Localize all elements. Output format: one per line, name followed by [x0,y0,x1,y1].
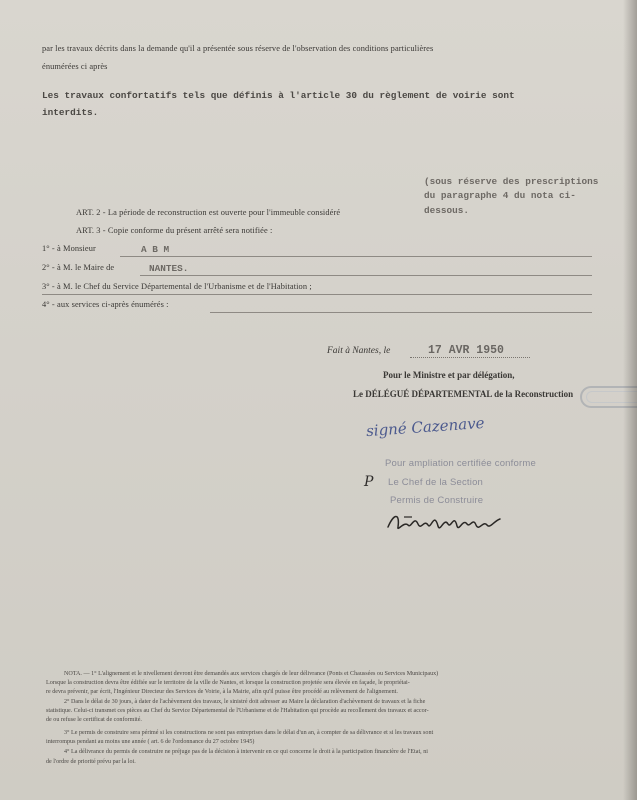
signatory-line-1: Pour le Ministre et par délégation, [383,370,515,380]
notification-underline [140,275,592,276]
nota-line: de ou refuse le certificat de conformité. [46,717,142,723]
typed-condition-line-2: interdits. [42,107,99,118]
nota-line: 3° Le permis de construire sera périmé si les constructions ne sont pas entreprises dans le délai d'un an, à compter de sa délivrance et si les travaux sont [64,730,434,736]
nota-line: Lorsque la construction devra être édifiée sur le territoire de la ville de Nantes, et lorsque la construction projetée sera élevée en façade, le propriétai- [46,680,410,686]
notification-typed: A B M [141,244,170,255]
notification-underline [120,256,592,257]
nota-line: re devra prévenir, par écrit, l'Ingénieur Directeur des Services de Voirie, à la Mairie, afin qu'il puisse être procédé au relèvement de l'alignement. [46,689,398,695]
nota-line: statistique. Celui-ci transmet ces pièces au Chef du Service Départemental de l'Urbanisme et de l'Habitation qui procède au recollement des travaux et accor- [46,708,429,714]
article-3: ART. 3 - Copie conforme du présent arrêté sera notifiée : [76,226,273,235]
stamp-line-3: Permis de Construire [390,495,484,506]
notification-underline [42,294,592,295]
stamp-line-1: Pour ampliation certifiée conforme [385,458,536,469]
page-edge-shadow [623,0,637,800]
art2-typed-line-3: dessous. [424,205,470,216]
signature-date: 17 AVR 1950 [428,344,504,357]
done-at-label: Fait à Nantes, le [327,346,391,356]
notification-label: 3° - à M. le Chef du Service Départemental de l'Urbanisme et de l'Habitation ; [42,282,312,291]
notification-typed: NANTES. [149,263,189,274]
art2-typed-line-2: du paragraphe 4 du nota ci- [424,190,576,201]
signatory-line-2: Le DÉLÉGUÉ DÉPARTEMENTAL de la Reconstruction [353,389,574,399]
art2-typed-line-1: (sous réserve des prescriptions [424,176,599,187]
notification-label: 1° - à Monsieur [42,244,96,253]
notification-label: 4° - aux services ci-après énumérés : [42,300,169,309]
nota-line: de l'ordre de priorité prévu par la loi. [46,759,136,765]
nota-line: NOTA. — 1° L'alignement et le nivellement devront être demandés aux services chargés de leur délivrance (Ponts et Chaussées ou Services Municipaux) [64,671,439,677]
typed-condition-line-1: Les travaux confortatifs tels que définis à l'article 30 du règlement de voirie sont [42,90,515,101]
handwritten-initial: P [364,474,374,490]
nota-line: interrompus pendant au moins une année ( art. 6 de l'ordonnance du 27 octobre 1945) [46,739,255,745]
stamp-line-2: Le Chef de la Section [388,477,484,488]
nota-line: 2° Dans le délai de 30 jours, à dater de l'achèvement des travaux, le sinistré doit adresser au Maire la déclaration d'achèvement de travaux et la fiche [64,699,426,705]
intro-line-1: par les travaux décrits dans la demande qu'il a présentée sous réserve de l'observation des conditions particulières [42,44,434,53]
notification-underline [210,312,592,313]
handwritten-signature-icon [384,505,514,537]
intro-line-2: énumérées ci après [42,62,108,71]
nota-line: 4° La délivrance du permis de construire ne préjuge pas de la décision à intervenir en ce qui concerne le droit à la participation financière de l'Etat, ni [64,749,428,755]
notification-label: 2° - à M. le Maire de [42,263,115,272]
date-underline [410,357,530,358]
article-2: ART. 2 - La période de reconstruction est ouverte pour l'immeuble considéré [76,208,341,217]
handwritten-signed-note: signé Cazenave [365,413,486,441]
